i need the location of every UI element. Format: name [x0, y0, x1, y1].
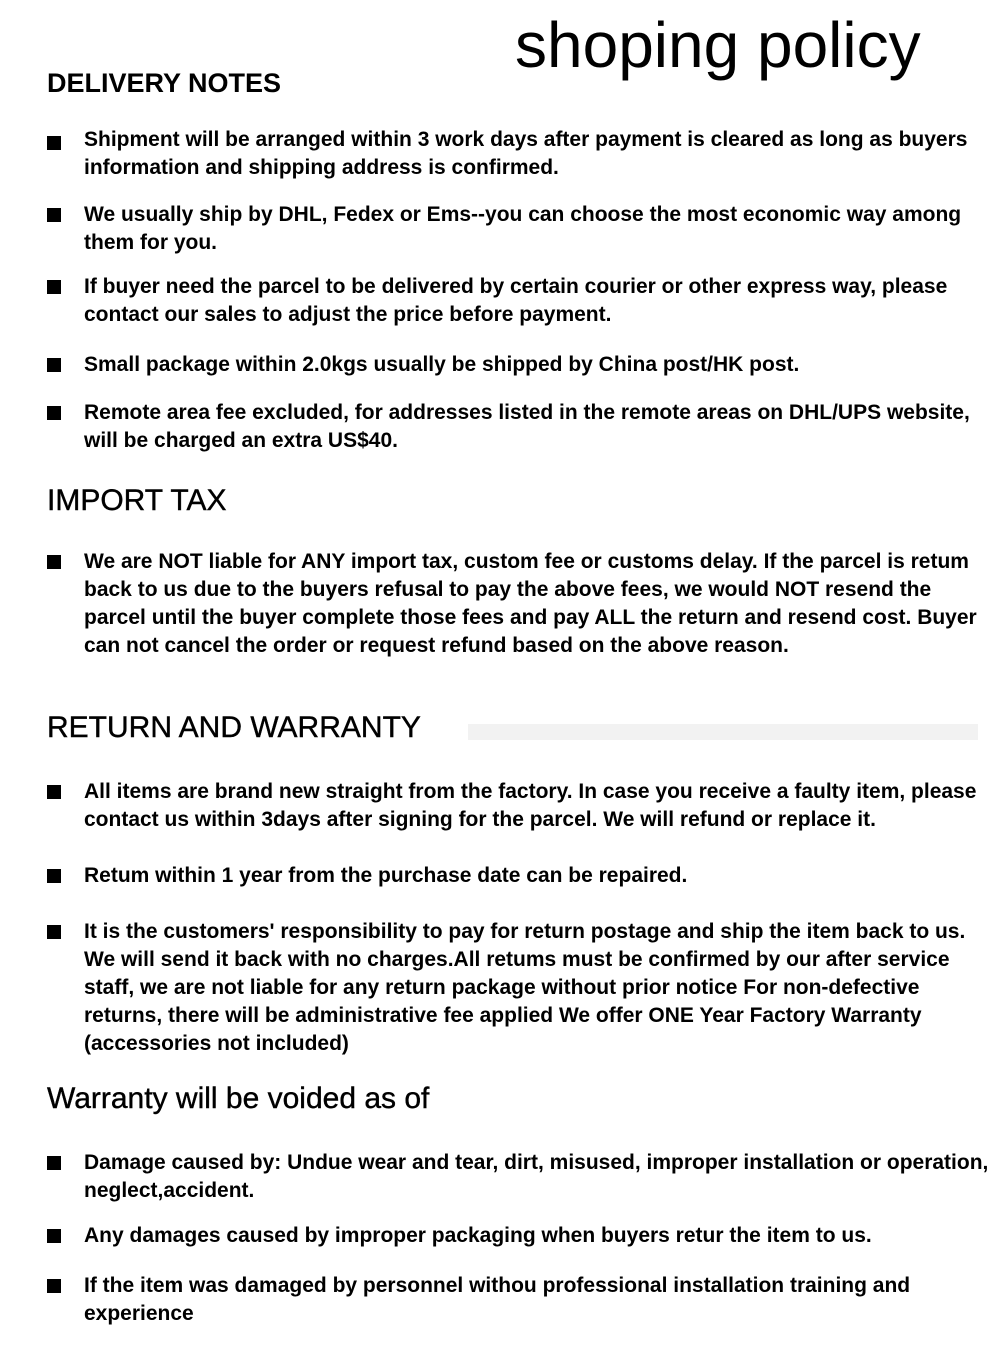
import-tax-item-1: We are NOT liable for ANY import tax, custom fee or customs delay. If the parcel is retum back to us due to the buyers refusal to pay the above fees, we would NOT resend the parcel until the buyer complete those fees and pay ALL the return and resend cost. Buyer can not cancel the order or request refund based on the above reason. [84, 550, 977, 657]
bullet-square-icon [47, 208, 61, 222]
bullet-square-icon [47, 869, 61, 883]
bullet-square-icon [47, 555, 61, 569]
return-item-1: All items are brand new straight from the factory. In case you receive a faulty item, please contact us within 3days after signing for the parcel. We will refund or replace it. [84, 780, 977, 831]
bullet-square-icon [47, 358, 61, 372]
bullet-square-icon [47, 406, 61, 420]
delivery-item-3: If buyer need the parcel to be delivered by certain courier or other express way, please contact our sales to adjust the price before payment. [84, 275, 948, 326]
delivery-notes-heading: DELIVERY NOTES [47, 68, 282, 98]
voided-item-1: Damage caused by: Undue wear and tear, dirt, misused, improper installation or operation, neglect,accident. [84, 1151, 989, 1202]
page-title: shoping policy [515, 9, 921, 81]
delivery-item-2: We usually ship by DHL, Fedex or Ems--you can choose the most economic way among them for you. [84, 203, 962, 254]
delivery-item-4: Small package within 2.0kgs usually be shipped by China post/HK post. [84, 353, 800, 376]
delivery-item-5: Remote area fee excluded, for addresses listed in the remote areas on DHL/UPS website, will be charged an extra US$40. [84, 401, 970, 452]
voided-item-3: If the item was damaged by personnel withou professional installation training and experience [84, 1274, 911, 1325]
return-warranty-heading: RETURN AND WARRANTY [47, 711, 421, 744]
return-item-3: It is the customers' responsibility to pay for return postage and ship the item back to us. We will send it back with no charges.All retums must be confirmed by our after service staff, we are not liable for any return package without prior notice For non-defective returns, there will be administrative fee applied We offer ONE Year Factory Warranty (accessories not included) [84, 920, 966, 1055]
bullet-square-icon [47, 1279, 61, 1293]
import-tax-heading: IMPORT TAX [47, 484, 227, 517]
bullet-square-icon [47, 1156, 61, 1170]
bullet-square-icon [47, 1229, 61, 1243]
delivery-item-1: Shipment will be arranged within 3 work days after payment is cleared as long as buyers information and shipping address is confirmed. [84, 128, 968, 179]
bullet-square-icon [47, 925, 61, 939]
warranty-voided-heading: Warranty will be voided as of [47, 1082, 430, 1115]
voided-item-2: Any damages caused by improper packaging when buyers retur the item to us. [84, 1224, 872, 1247]
heading-divider [468, 724, 978, 740]
return-item-2: Retum within 1 year from the purchase date can be repaired. [84, 864, 688, 887]
bullet-square-icon [47, 280, 61, 294]
bullet-square-icon [47, 136, 61, 150]
bullet-square-icon [47, 785, 61, 799]
